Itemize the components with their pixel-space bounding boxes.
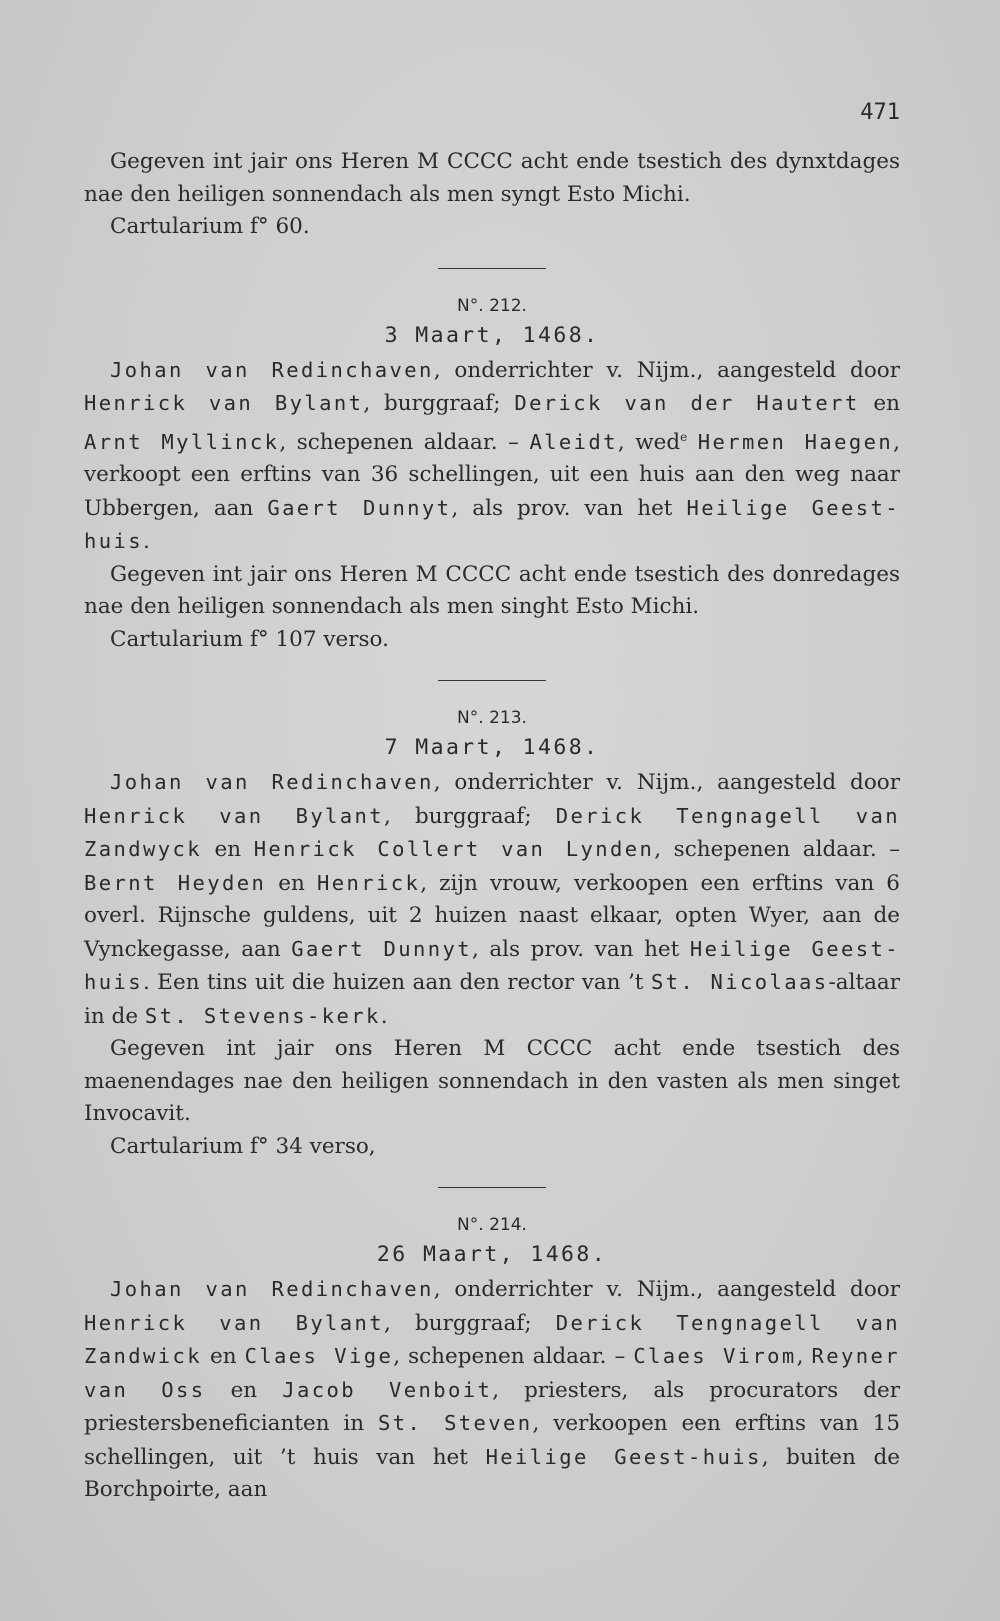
body-text: , onderrichter v. Nijm., aangesteld door [433, 357, 900, 383]
entry-dating: Gegeven int jair ons Heren M CCCC acht ende tsestich des donredages nae den heiligen sonnendach als men singht Esto Michi. [84, 561, 900, 620]
body-text: , zijn vrouw, verkoopen een erftins van 6 overl. Rijnsche guldens, uit 2 huizen naast elkaar, opten Wyer, aan de Vynckegasse, aan [84, 870, 900, 962]
body-text: , schepenen aldaar. – [393, 1344, 634, 1370]
body-text [687, 430, 698, 455]
spaced-name: Heilige Geest-huis [84, 495, 901, 554]
spaced-name: Gaert Dunnyt [267, 495, 452, 520]
entry-dating: Gegeven int jair ons Heren M CCCC acht ende tsestich des maenendages nae den heiligen sonnendach in den vasten als men singet Invocavit. [84, 1036, 900, 1127]
page-number: 471 [860, 100, 900, 125]
body-text: , burggraaf; [384, 803, 556, 829]
spaced-name: Henrick van Bylant [84, 391, 364, 415]
spaced-name: Claes Vige [244, 1344, 394, 1369]
body-text: en [201, 1344, 245, 1370]
body-text: , [796, 1344, 812, 1370]
spaced-name: Aleidt [529, 429, 618, 454]
section-divider [438, 268, 546, 269]
spaced-name: St. Nicolaas [650, 970, 829, 995]
spaced-name: Hermen Haegen [697, 429, 894, 454]
body-text: , verkoopen een erftins van 15 schellingen, uit ’t huis van het [84, 1411, 901, 1470]
spaced-name: Henrick [317, 870, 421, 895]
body-text: . [380, 1003, 388, 1029]
body-text: en [205, 1377, 283, 1403]
entry-number: N°. 213. [457, 708, 527, 729]
spaced-name: Claes Virom [633, 1344, 797, 1369]
spaced-name: Johan van Redinchaven [110, 1277, 434, 1302]
spaced-name: Henrick van Bylant [84, 803, 385, 828]
body-text: , als prov. van het [451, 495, 687, 521]
entry-body [84, 1273, 900, 1507]
spaced-name: St. Stevens-kerk [144, 1003, 381, 1028]
body-text: en [266, 870, 317, 896]
entry-number: N°. 212. [457, 295, 527, 316]
page-content [84, 146, 900, 1507]
spaced-name: Derick Tengnagell van Zandwyck [84, 803, 900, 862]
spaced-name: Heilige Geest-huis [485, 1444, 762, 1469]
spaced-name: Henrick van Bylant [84, 1310, 385, 1335]
body-text: e [680, 429, 688, 444]
body-text: , burggraaf; [384, 1310, 556, 1336]
entry-date: 3 Maart, 1468. [384, 322, 600, 348]
spaced-name: Bernt Heyden [84, 870, 267, 895]
entry-body [84, 766, 900, 1033]
spaced-name: Derick van der Hautert [514, 391, 860, 415]
entry-source: Cartularium f° 107 verso. [110, 626, 389, 652]
spaced-name: Arnt Myllinck [84, 429, 280, 454]
spaced-name: Johan van Redinchaven [110, 770, 434, 795]
section-divider [438, 680, 546, 681]
body-text: , als prov. van het [471, 936, 690, 962]
body-text: . [142, 529, 150, 555]
entry-date: 26 Maart, 1468. [376, 1242, 608, 1268]
spaced-name: Henrick Collert van Lynden [253, 837, 655, 862]
body-text: , schepenen aldaar. – [654, 837, 900, 863]
spaced-name: Johan van Redinchaven [110, 357, 434, 382]
spaced-name: St. Steven [378, 1411, 533, 1436]
spaced-name: Heilige Geest-huis [84, 936, 900, 995]
section-divider [438, 1187, 546, 1188]
intro-source: Cartularium f° 60. [110, 214, 310, 239]
body-text: , onderrichter v. Nijm., aangesteld door [433, 770, 900, 796]
body-text: en [859, 391, 900, 416]
body-text: en [201, 837, 254, 863]
spaced-name: Jacob Venboit [282, 1377, 493, 1402]
body-text: -altaar in de [84, 970, 901, 1029]
body-text: . Een tins uit die huizen aan den rector van ’t [142, 970, 651, 996]
entry-body [84, 354, 900, 559]
entry-number: N°. 214. [457, 1215, 527, 1236]
body-text: , burggraaf; [363, 391, 515, 416]
spaced-name: Reyner van Oss [84, 1344, 900, 1402]
intro-dating: Gegeven int jair ons Heren M CCCC acht ende tsestich des dynxtdages nae den heiligen sonnendach als men syngt Esto Michi. [84, 149, 900, 207]
spaced-name: Derick Tengnagell van Zandwick [84, 1310, 900, 1369]
body-text: , verkoopt een erftins van 36 schellingen, uit een huis aan den weg naar Ubbergen, aan [84, 429, 900, 521]
entry-source: Cartularium f° 34 verso, [110, 1133, 376, 1159]
entry-date: 7 Maart, 1468. [384, 735, 600, 761]
body-text: , schepenen aldaar. – [279, 429, 530, 455]
spaced-name: Gaert Dunnyt [291, 936, 472, 961]
body-text: , wed [617, 429, 681, 455]
body-text: , priesters, als procurators der priestersbeneficianten in [84, 1377, 900, 1437]
body-text: , buiten de Borchpoirte, aan [84, 1444, 901, 1503]
body-text: , onderrichter v. Nijm., aangesteld door [433, 1277, 900, 1303]
